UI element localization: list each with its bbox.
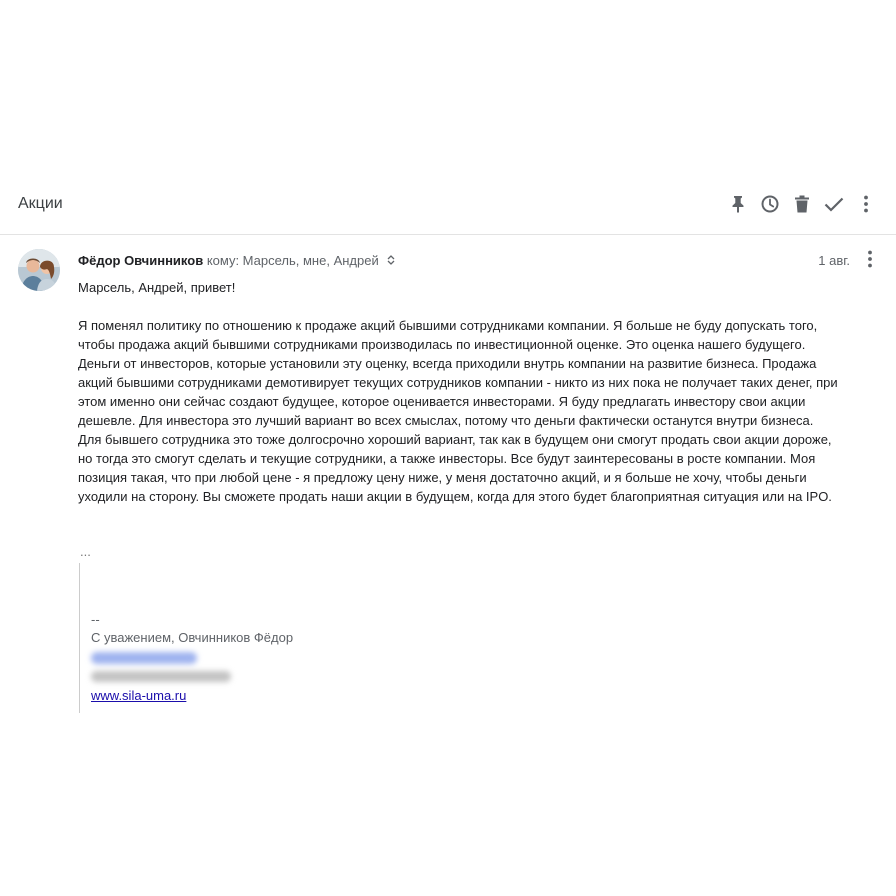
done-icon <box>824 196 844 212</box>
expand-details-icon[interactable] <box>386 253 396 271</box>
snooze-button[interactable] <box>754 192 786 216</box>
sender-name[interactable]: Фёдор Овчинников <box>78 253 204 268</box>
message-greeting: Марсель, Андрей, привет! <box>78 280 236 295</box>
message-header <box>78 252 396 271</box>
redacted-line <box>91 671 231 682</box>
signature-separator: -- <box>91 612 100 627</box>
signature-website-link[interactable]: www.sila-uma.ru <box>91 688 187 703</box>
message-body: Я поменял политику по отношению к продаже акций бывшими сотрудниками компании. Я больше не буду допускать того, чтобы продажа акций бывшими сотрудниками производилась по инвестиционной оценке. Это оценка нашего будущего. Деньги от инвесторов, которые установили эту оценку, всегда приходили внутрь компании на развитие бизнеса. Продажа акций бывшими сотрудниками демотивирует текущих сотрудников компании - никто из них пока не получает таких денег, при этом именно они сейчас создают будущее, которое оценивается инвесторами. Я буду предлагать инвестору свои акции дешевле. Для инвестора это лучший вариант во всех смыслах, потому что деньги фактически останутся внутри бизнеса. Для бывшего сотрудника это тоже долгосрочно хороший вариант, так как в будущем они смогут продать свои акции дороже, но тогда это смогут сделать и текущие сотрудники, а также инвесторы. Все будут заинтересованы в росте компании. Моя позиция такая, что при любой цене - я предложу цену ниже, у меня достаточно акций, и я больше не хочу, чтобы деньги уходили на сторону. Вы сможете продать наши акции в будущем, когда для этого будет благоприятная ситуация или на IPO. <box>78 318 838 504</box>
show-trimmed-content[interactable]: ... <box>80 544 91 559</box>
redacted-phone <box>91 652 197 664</box>
thread-subject: Акции <box>18 195 63 212</box>
recipients: кому: Марсель, мне, Андрей <box>206 253 379 268</box>
delete-button[interactable] <box>786 192 818 216</box>
sender-avatar[interactable] <box>18 249 60 291</box>
more-icon <box>867 250 873 273</box>
more-icon <box>863 195 869 213</box>
delete-icon <box>794 195 810 213</box>
more-options-button[interactable] <box>850 192 882 216</box>
signature-regards: С уважением, Овчинников Фёдор <box>91 630 294 645</box>
done-button[interactable] <box>818 192 850 216</box>
message-date: 1 авг. <box>818 253 850 268</box>
snooze-icon <box>760 194 780 214</box>
thread-header <box>0 184 896 235</box>
pin-icon <box>730 195 746 213</box>
thread-toolbar <box>722 192 882 216</box>
message-more-button[interactable] <box>858 249 882 273</box>
signature-block <box>79 563 480 713</box>
pin-button[interactable] <box>722 192 754 216</box>
